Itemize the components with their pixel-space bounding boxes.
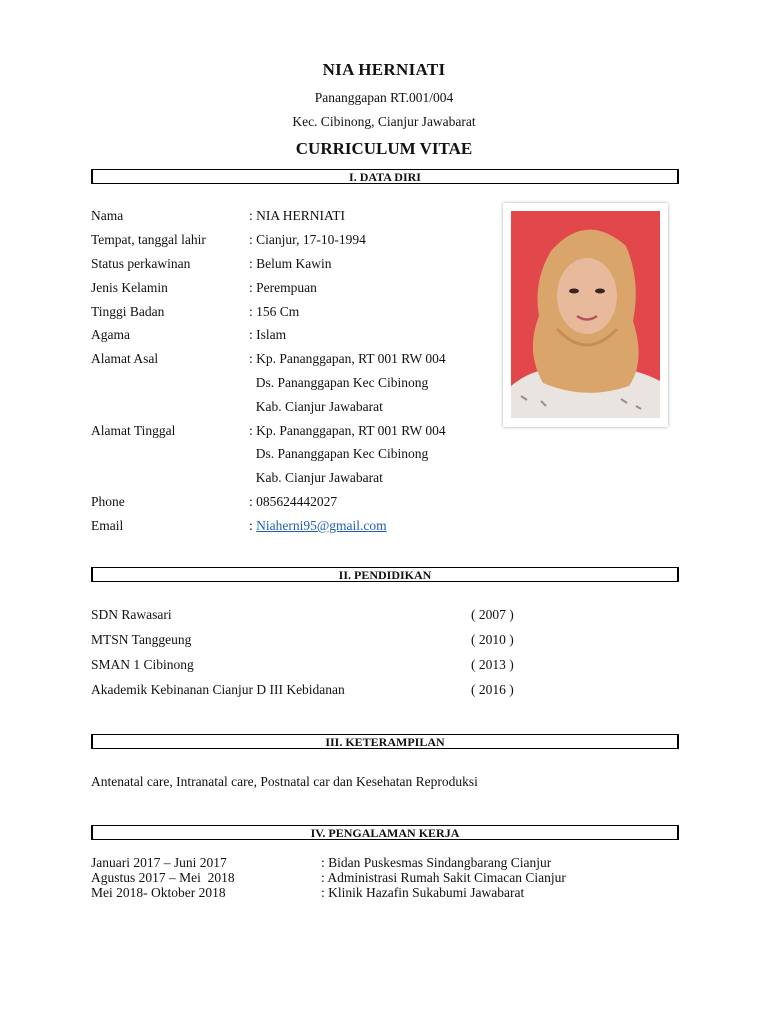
personal-value: Ds. Pananggapan Kec Cibinong	[249, 375, 429, 390]
email-link[interactable]: Niaherni95@gmail.com	[256, 518, 387, 533]
personal-value: : NIA HERNIATI	[249, 208, 345, 223]
section-header-pendidikan: II. PENDIDIKAN	[91, 567, 679, 582]
experience-period: Mei 2018- Oktober 2018	[91, 885, 226, 900]
personal-value: : Islam	[249, 327, 287, 342]
personal-label: Agama	[91, 327, 130, 342]
section-header-pengalaman-kerja: IV. PENGALAMAN KERJA	[91, 825, 679, 840]
education-year: ( 2013 )	[471, 657, 514, 672]
personal-value: Kab. Cianjur Jawabarat	[249, 399, 383, 414]
education-year: ( 2007 )	[471, 607, 514, 622]
personal-value: Kab. Cianjur Jawabarat	[249, 470, 383, 485]
experience-place: : Klinik Hazafin Sukabumi Jawabarat	[321, 885, 525, 900]
section-header-data-diri: I. DATA DIRI	[91, 169, 679, 184]
personal-label: Status perkawinan	[91, 256, 191, 271]
personal-label: Tinggi Badan	[91, 304, 165, 319]
address-line-1: Pananggapan RT.001/004	[314, 90, 454, 105]
personal-label: Alamat Asal	[91, 351, 159, 366]
skills-text: Antenatal care, Intranatal care, Postnatal car dan Kesehatan Reproduksi	[91, 774, 478, 789]
portrait-illustration	[511, 211, 660, 418]
personal-value: Ds. Pananggapan Kec Cibinong	[249, 446, 429, 461]
personal-value: : 156 Cm	[249, 304, 300, 319]
education-school: SMAN 1 Cibinong	[91, 657, 194, 672]
education-school: SDN Rawasari	[91, 607, 172, 622]
education-year: ( 2010 )	[471, 632, 514, 647]
personal-value: : Perempuan	[249, 280, 317, 295]
personal-value: : Kp. Pananggapan, RT 001 RW 004	[249, 351, 446, 366]
personal-label: Nama	[91, 208, 124, 223]
experience-period: Agustus 2017 – Mei 2018	[91, 870, 235, 885]
cv-name: NIA HERNIATI	[322, 60, 446, 79]
email-colon: :	[249, 518, 257, 533]
personal-value: : Kp. Pananggapan, RT 001 RW 004	[249, 423, 446, 438]
experience-period: Januari 2017 – Juni 2017	[91, 855, 227, 870]
education-school: MTSN Tanggeung	[91, 632, 192, 647]
personal-label: Jenis Kelamin	[91, 280, 168, 295]
experience-place: : Administrasi Rumah Sakit Cimacan Cianjur	[321, 870, 566, 885]
personal-value: : 085624442027	[249, 494, 338, 509]
personal-value: : Cianjur, 17-10-1994	[249, 232, 366, 247]
education-year: ( 2016 )	[471, 682, 514, 697]
document-title: CURRICULUM VITAE	[295, 139, 473, 158]
personal-label: Alamat Tinggal	[91, 423, 176, 438]
profile-photo	[503, 203, 668, 427]
experience-place: : Bidan Puskesmas Sindangbarang Cianjur	[321, 855, 552, 870]
email-label: Email	[91, 518, 124, 533]
address-line-2: Kec. Cibinong, Cianjur Jawabarat	[292, 114, 476, 129]
education-school: Akademik Kebinanan Cianjur D III Kebidanan	[91, 682, 345, 697]
personal-value: : Belum Kawin	[249, 256, 332, 271]
section-header-keterampilan: III. KETERAMPILAN	[91, 734, 679, 749]
personal-label: Tempat, tanggal lahir	[91, 232, 206, 247]
personal-label: Phone	[91, 494, 125, 509]
